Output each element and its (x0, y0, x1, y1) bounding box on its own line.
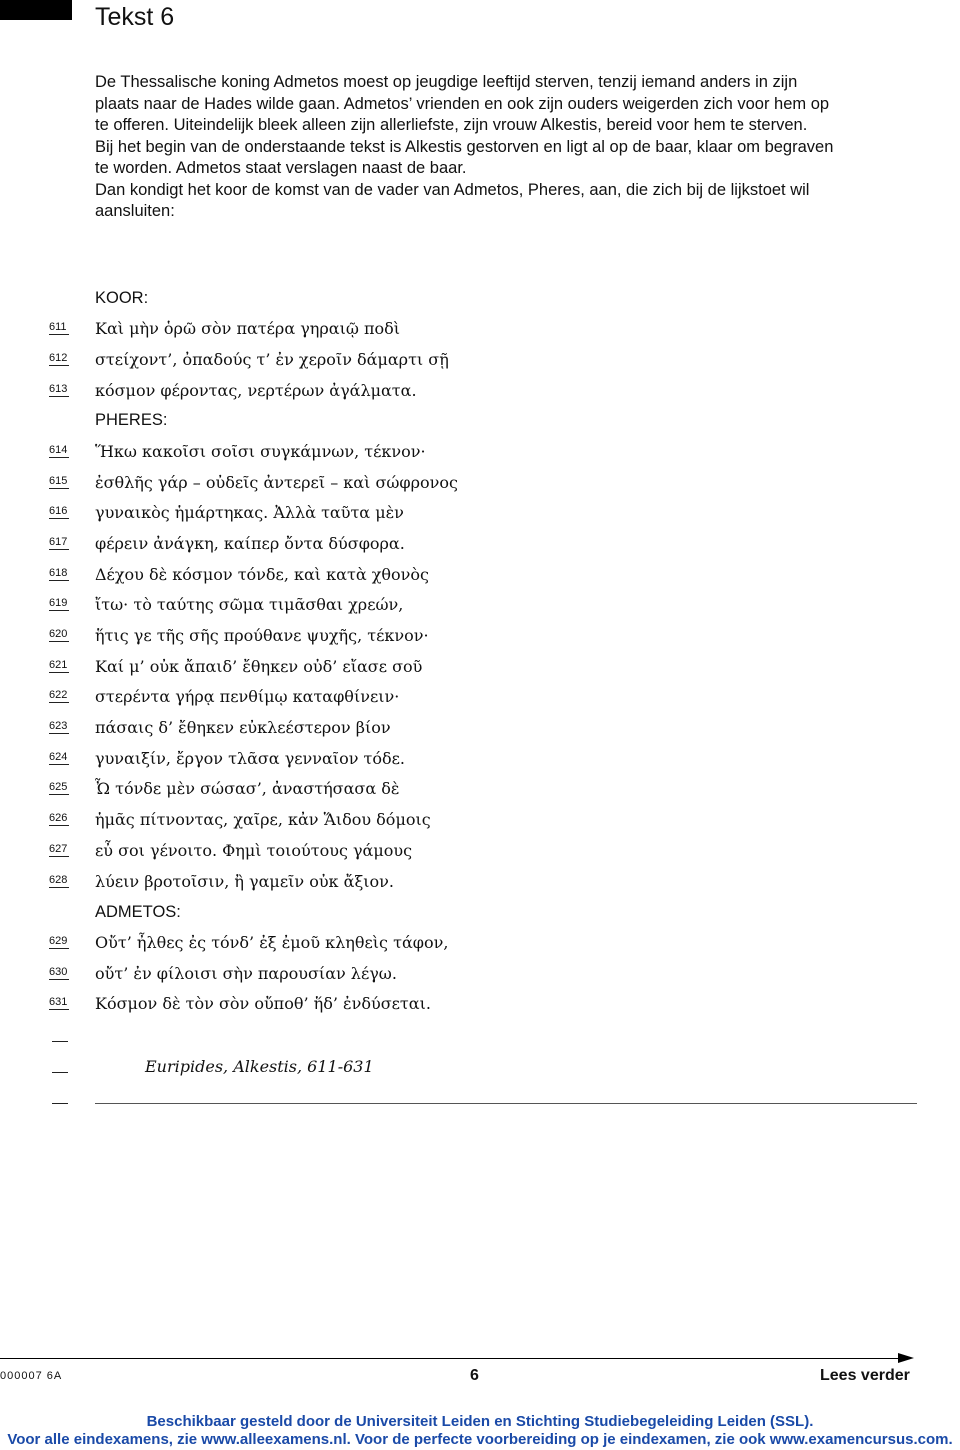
line-number: 619 (49, 597, 68, 609)
verse-line: Οὔτ’ ἦλθες ἐς τόνδ’ ἐξ ἐμοῦ κληθεὶς τάφον, (95, 933, 449, 952)
speaker-pheres: PHERES: (95, 411, 168, 429)
intro-paragraph: De Thessalische koning Admetos moest op jeugdige leeftijd sterven, tenzij iemand anders in zijn plaats naar de Hades wilde gaan. Admetos’ vrienden en ook zijn ouders weigerden zich voor hem op te offeren. Uiteindelijk bleek alleen zijn allerliefste, zijn vrouw Alkestis, bereid voor hem te sterven. (95, 73, 830, 134)
margin-dash (52, 1072, 68, 1073)
line-number: 617 (49, 536, 68, 548)
next-page-label: Lees verder (820, 1367, 910, 1384)
line-number: 620 (49, 628, 68, 640)
line-number: 624 (49, 751, 68, 763)
arrow-right-icon (898, 1353, 914, 1363)
verse-line: Ὦ τόνδε μὲν σώσασ’, ἀναστήσασα δὲ (95, 779, 400, 798)
line-number: 618 (49, 567, 68, 579)
verse-line: Καὶ μὴν ὁρῶ σὸν πατέρα γηραιῷ ποδὶ (95, 319, 401, 338)
verse-line: λύειν βροτοῖσιν, ἢ γαμεῖν οὐκ ἄξιον. (95, 872, 394, 891)
line-number: 630 (49, 966, 68, 978)
line-number: 627 (49, 843, 68, 855)
line-number: 611 (49, 321, 69, 335)
footer-rule (0, 1358, 900, 1359)
credit-line: Voor alle eindexamens, zie www.alleexamens.nl. Voor de perfecte voorbereiding op je eindexamen, zie ook www.examencursus.com. (7, 1431, 953, 1448)
line-number: 623 (49, 720, 68, 732)
line-number: 628 (49, 874, 68, 886)
verse-line: γυναιξίν, ἔργον τλᾶσα γενναῖον τόδε. (95, 749, 406, 768)
page-title: Tekst 6 (95, 3, 175, 31)
line-number: 612 (49, 352, 68, 364)
header-black-bar (0, 0, 72, 20)
line-number: 631 (49, 996, 68, 1008)
footer-code: 000007 6A (0, 1370, 63, 1382)
line-number: 622 (49, 689, 68, 701)
verse-line: Κόσμον δὲ τὸν σὸν οὔποθ’ ἥδ’ ἐνδύσεται. (95, 994, 431, 1013)
page-number: 6 (470, 1367, 479, 1384)
verse-line: φέρειν ἀνάγκη, καίπερ ὄντα δύσφορα. (95, 534, 405, 553)
line-number: 616 (49, 505, 68, 517)
line-number: 613 (49, 383, 68, 395)
speaker-koor: KOOR: (95, 289, 149, 307)
verse-line: οὔτ’ ἐν φίλοισι σὴν παρουσίαν λέγω. (95, 964, 397, 983)
line-number: 629 (49, 935, 68, 947)
line-number: 615 (49, 475, 68, 487)
verse-line: στείχοντ’, ὀπαδούς τ’ ἐν χεροῖν δάμαρτι σῇ (95, 350, 449, 369)
margin-dash (52, 1041, 68, 1042)
verse-line: στερέντα γήρᾳ πενθίμῳ καταφθίνειν· (95, 687, 400, 706)
source-citation: Euripides, Alkestis, 611-631 (145, 1057, 374, 1076)
verse-line: εὖ σοι γένοιτο. Φημὶ τοιούτους γάμους (95, 841, 413, 860)
source-divider (95, 1103, 917, 1104)
verse-line: Ἥκω κακοῖσι σοῖσι συγκάμνων, τέκνον· (95, 442, 426, 461)
verse-line: γυναικὸς ἡμάρτηκας. Ἀλλὰ ταῦτα μὲν (95, 503, 404, 522)
verse-line: Δέχου δὲ κόσμον τόνδε, καὶ κατὰ χθονὸς (95, 565, 429, 584)
credit-line: Beschikbaar gesteld door de Universiteit Leiden en Stichting Studiebegeleiding Leiden (SSL). (146, 1413, 814, 1430)
line-number: 614 (49, 444, 68, 456)
verse-line: κόσμον φέροντας, νερτέρων ἀγάλματα. (95, 381, 417, 400)
margin-dash (52, 1103, 68, 1104)
verse-line: πάσαις δ’ ἔθηκεν εὐκλεέστερον βίον (95, 718, 391, 737)
verse-line: ἥτις γε τῆς σῆς προύθανε ψυχῆς, τέκνον· (95, 626, 429, 645)
line-number: 625 (49, 781, 68, 793)
verse-line: Καί μ’ οὐκ ἄπαιδ’ ἔθηκεν οὐδ’ εἴασε σοῦ (95, 657, 423, 676)
line-number: 626 (49, 812, 68, 824)
verse-line: ἴτω· τὸ ταύτης σῶμα τιμᾶσθαι χρεών, (95, 595, 404, 614)
line-number: 621 (49, 659, 68, 671)
speaker-admetos: ADMETOS: (95, 903, 181, 921)
verse-line: ἐσθλῆς γάρ – οὐδεῖς ἀντερεῖ – καὶ σώφρονος (95, 473, 458, 492)
verse-line: ἡμᾶς πίτνοντας, χαῖρε, κἀν Ἅιδου δόμοις (95, 810, 431, 829)
intro-paragraph: Dan kondigt het koor de komst van de vader van Admetos, Pheres, aan, die zich bij de lijkstoet wil aansluiten: (95, 180, 810, 220)
intro-text (95, 72, 835, 223)
intro-paragraph: Bij het begin van de onderstaande tekst is Alkestis gestorven en ligt al op de baar, klaar om begraven te worden. Admetos staat verslagen naast de baar. (95, 137, 834, 177)
